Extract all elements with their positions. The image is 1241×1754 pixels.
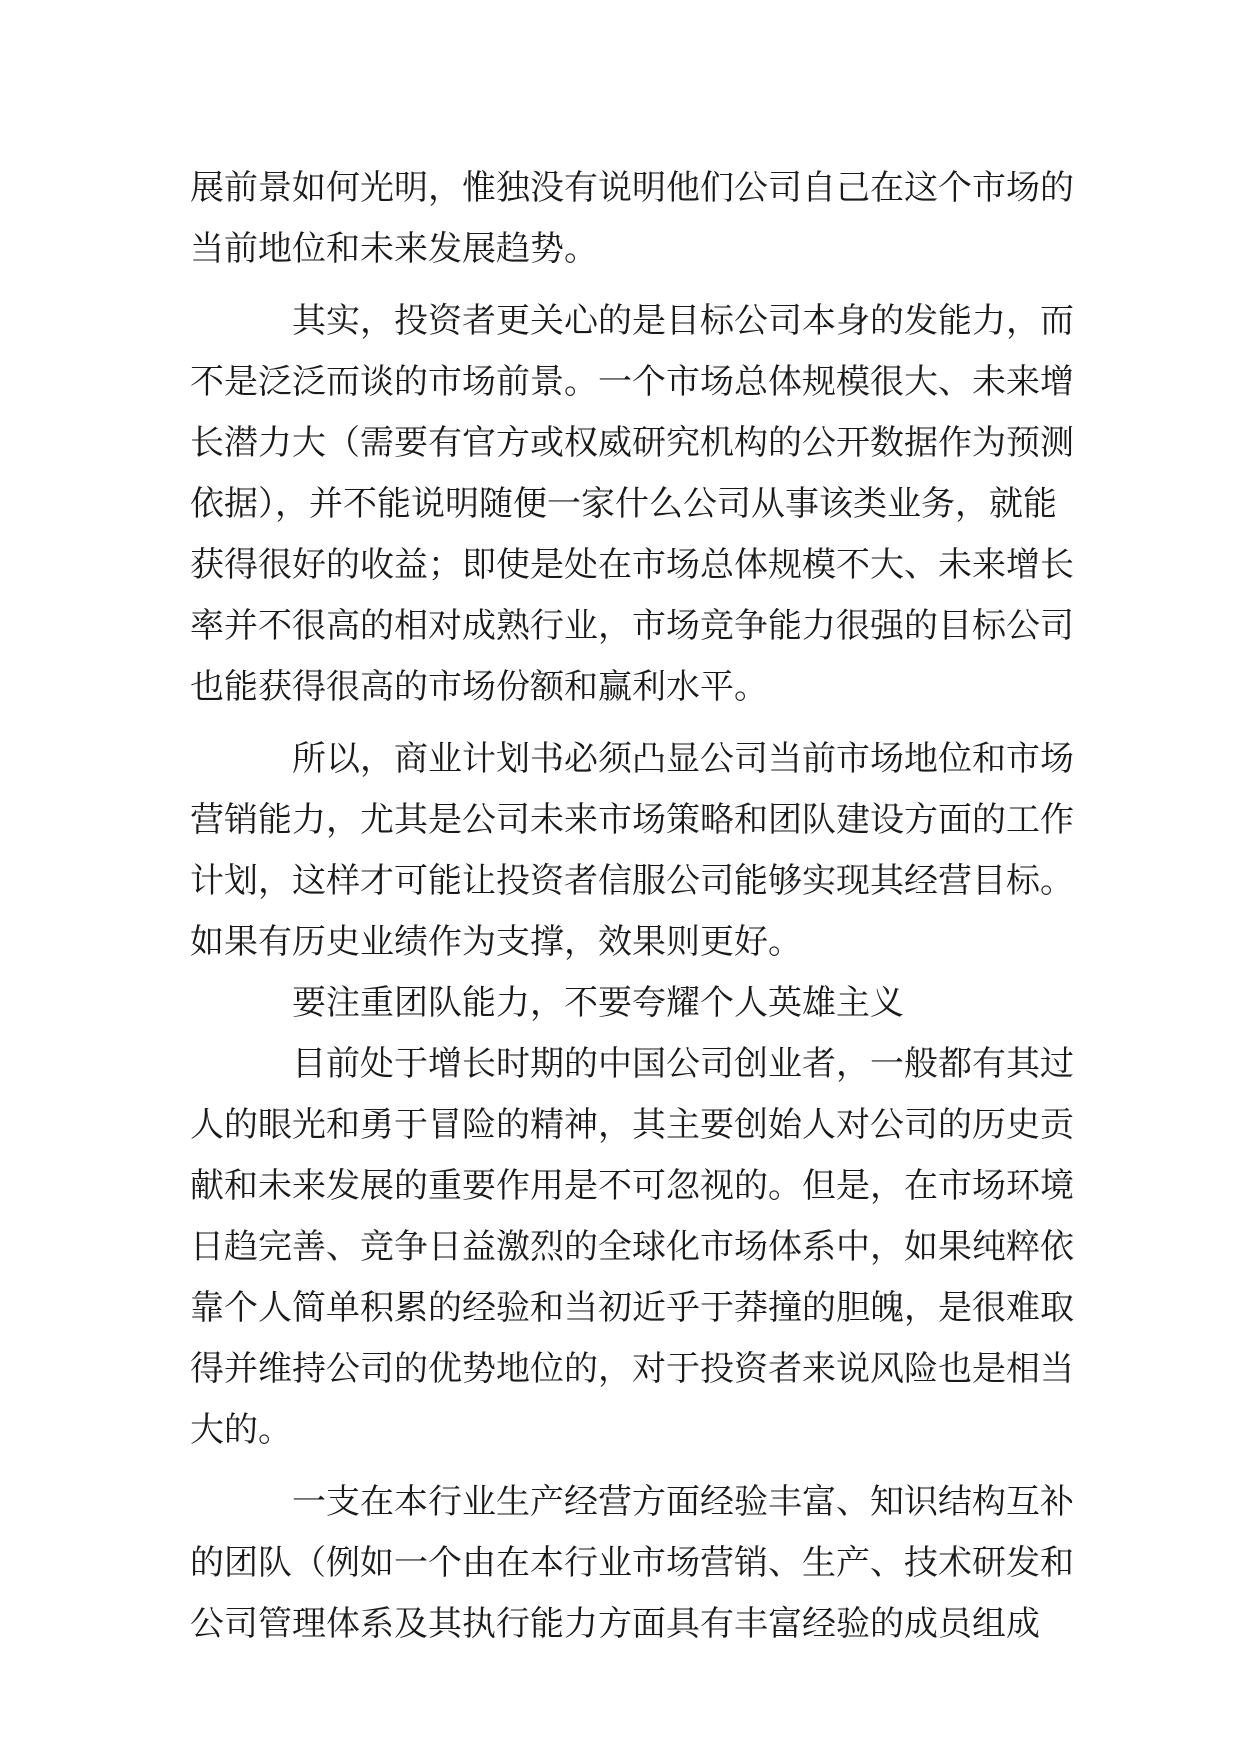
paragraph: [190, 1472, 1074, 1655]
paragraph: [190, 1034, 1074, 1461]
paragraph: [190, 158, 1074, 280]
section-heading: [190, 973, 1050, 1034]
text-line: 率并不很高的相对成熟行业，市场竞争能力很强的目标公司: [190, 606, 1074, 646]
text-line: 所以，商业计划书必须凸显公司当前市场地位和市场: [292, 739, 1074, 779]
text-line: 日趋完善、竞争日益激烈的全球化市场体系中，如果纯粹依: [190, 1227, 1074, 1267]
paragraph: [190, 729, 1074, 973]
text-line: 当前地位和未来发展趋势。: [190, 229, 598, 269]
text-line: 展前景如何光明，惟独没有说明他们公司自己在这个市场的: [190, 168, 1074, 208]
text-line: 获得很好的收益；即使是处在市场总体规模不大、未来增长: [190, 545, 1074, 585]
text-line: 靠个人简单积累的经验和当初近乎于莽撞的胆魄，是很难取: [190, 1288, 1074, 1328]
text-line: 献和未来发展的重要作用是不可忽视的。但是，在市场环境: [190, 1166, 1074, 1206]
text-line: 其实，投资者更关心的是目标公司本身的发能力，而: [292, 301, 1074, 341]
text-line: 目前处于增长时期的中国公司创业者，一般都有其过: [292, 1044, 1074, 1084]
text-line: 公司管理体系及其执行能力方面具有丰富经验的成员组成: [190, 1604, 1040, 1644]
text-line: 营销能力，尤其是公司未来市场策略和团队建设方面的工作: [190, 800, 1074, 840]
body-text: [190, 158, 1074, 1655]
text-line: 依据），并不能说明随便一家什么公司从事该类业务，就能: [190, 484, 1057, 524]
text-line: 大的。: [190, 1410, 292, 1450]
text-line: 得并维持公司的优势地位的，对于投资者来说风险也是相当: [190, 1349, 1074, 1389]
text-line: 如果有历史业绩作为支撑，效果则更好。: [190, 922, 802, 962]
text-line: 人的眼光和勇于冒险的精神，其主要创始人对公司的历史贡: [190, 1105, 1074, 1145]
heading-line: 要注重团队能力，不要夸耀个人英雄主义: [292, 983, 904, 1023]
paragraph: [190, 291, 1074, 718]
text-line: 的团队（例如一个由在本行业市场营销、生产、技术研发和: [190, 1543, 1074, 1583]
text-line: 长潜力大（需要有官方或权威研究机构的公开数据作为预测: [190, 423, 1074, 463]
text-line: 计划，这样才可能让投资者信服公司能够实现其经营目标。: [190, 861, 1074, 901]
text-line: 不是泛泛而谈的市场前景。一个市场总体规模很大、未来增: [190, 362, 1074, 402]
text-line: 也能获得很高的市场份额和赢利水平。: [190, 667, 768, 707]
text-line: 一支在本行业生产经营方面经验丰富、知识结构互补: [292, 1482, 1074, 1522]
